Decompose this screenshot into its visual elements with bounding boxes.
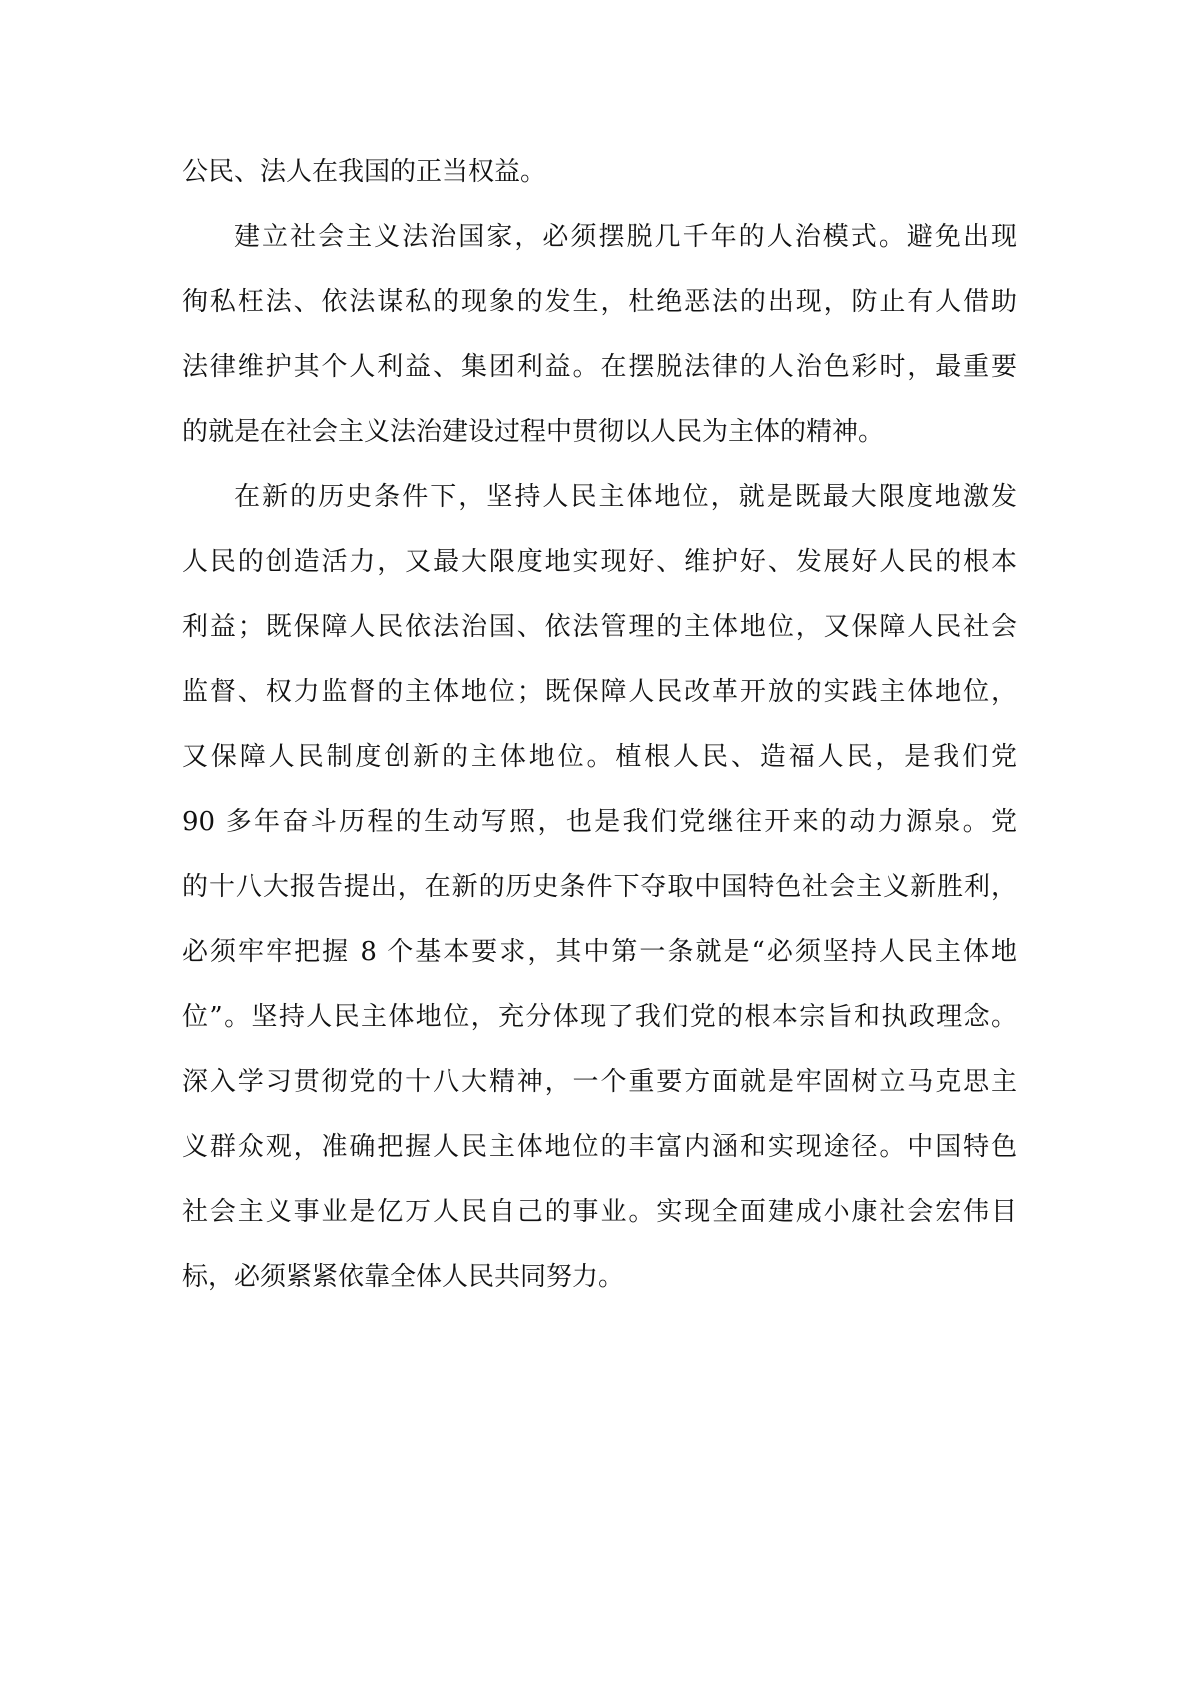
text-line: 利益；既保障人民依法治国、依法管理的主体地位，又保障人民社会 xyxy=(182,612,1017,642)
text-line: 义群众观，准确把握人民主体地位的丰富内涵和实现途径。中国特色 xyxy=(182,1132,1017,1162)
text-line: 人民的创造活力，又最大限度地实现好、维护好、发展好人民的根本 xyxy=(182,547,1017,577)
body-text xyxy=(182,145,1017,1315)
text-line: 又保障人民制度创新的主体地位。植根人民、造福人民，是我们党 xyxy=(182,742,1017,772)
text-line: 必须牢牢把握 8 个基本要求，其中第一条就是“必须坚持人民主体地 xyxy=(182,937,1017,967)
text-line: 标，必须紧紧依靠全体人民共同努力。 xyxy=(182,1262,625,1292)
text-line: 的就是在社会主义法治建设过程中贯彻以人民为主体的精神。 xyxy=(182,417,885,447)
text-line: 位”。坚持人民主体地位，充分体现了我们党的根本宗旨和执政理念。 xyxy=(182,1002,1017,1032)
text-line: 在新的历史条件下，坚持人民主体地位，就是既最大限度地激发 xyxy=(234,482,1017,512)
text-line: 90 多年奋斗历程的生动写照，也是我们党继往开来的动力源泉。党 xyxy=(182,807,1017,837)
text-line: 监督、权力监督的主体地位；既保障人民改革开放的实践主体地位， xyxy=(182,677,1017,707)
text-line: 社会主义事业是亿万人民自己的事业。实现全面建成小康社会宏伟目 xyxy=(182,1197,1017,1227)
text-line: 法律维护其个人利益、集团利益。在摆脱法律的人治色彩时，最重要 xyxy=(182,352,1017,382)
text-line: 徇私枉法、依法谋私的现象的发生，杜绝恶法的出现，防止有人借助 xyxy=(182,287,1017,317)
text-line: 公民、法人在我国的正当权益。 xyxy=(182,157,547,187)
text-line: 的十八大报告提出，在新的历史条件下夺取中国特色社会主义新胜利， xyxy=(182,872,1017,902)
text-line: 深入学习贯彻党的十八大精神，一个重要方面就是牢固树立马克思主 xyxy=(182,1067,1017,1097)
text-line: 建立社会主义法治国家，必须摆脱几千年的人治模式。避免出现 xyxy=(234,222,1017,252)
